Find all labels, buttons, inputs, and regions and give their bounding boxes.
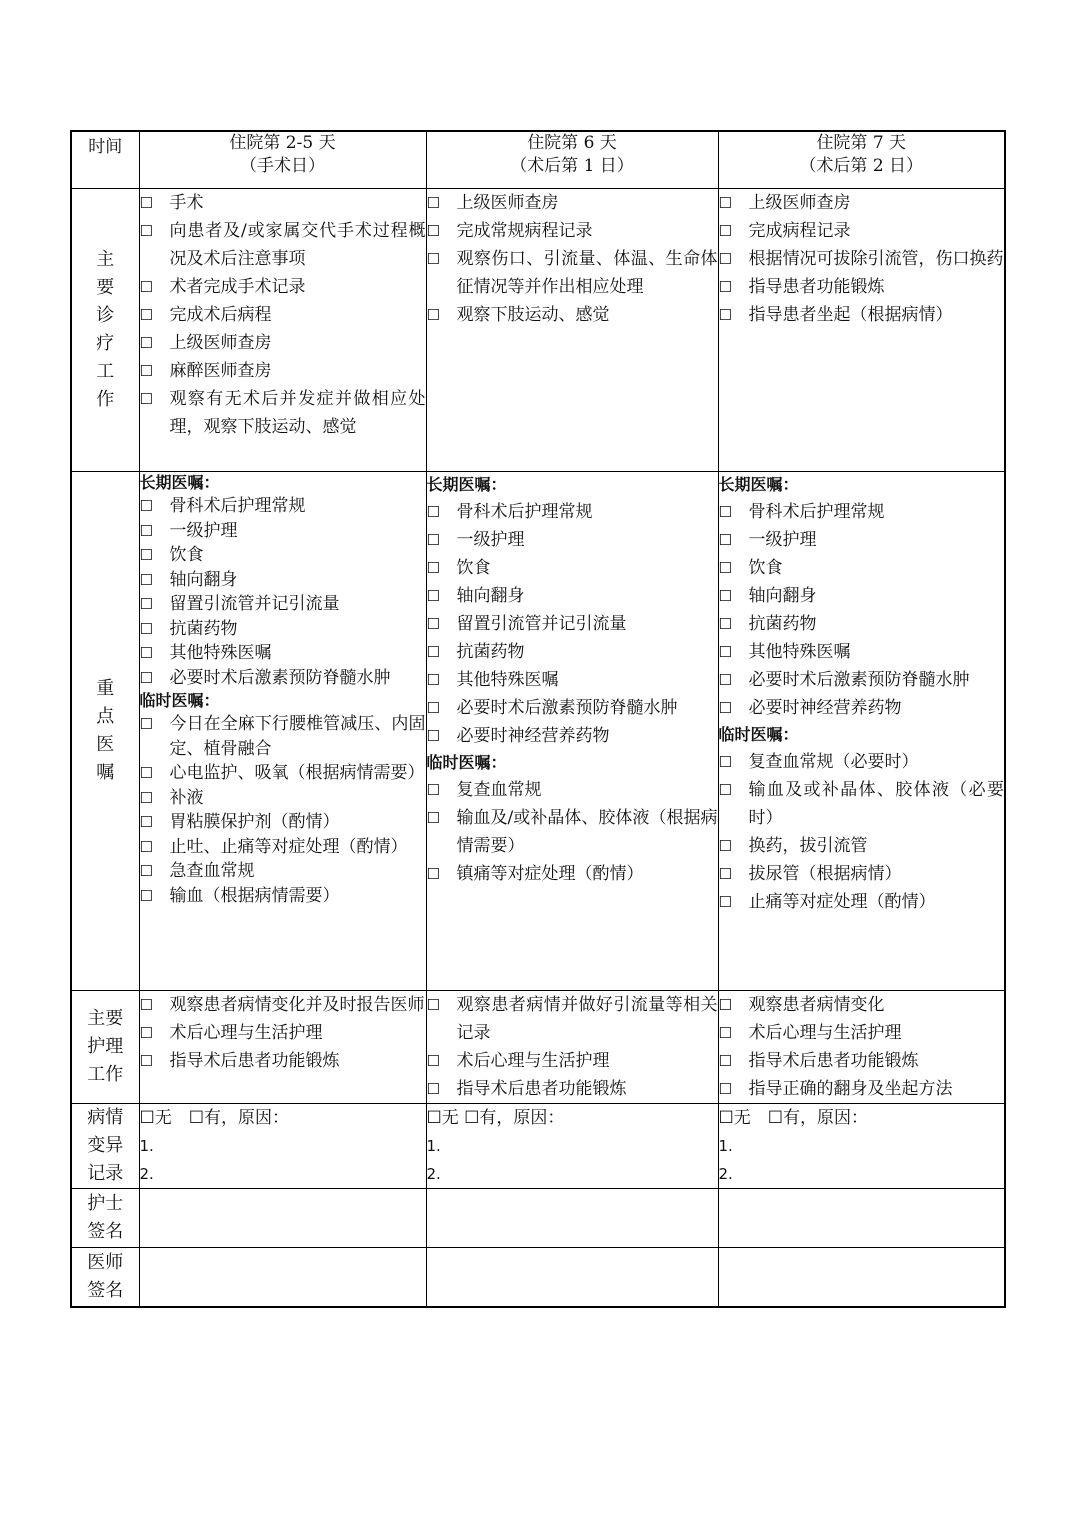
variance-reason-2: 2. — [426, 1165, 441, 1183]
checklist-item-text: 指导患者坐起（根据病情） — [748, 305, 953, 325]
checkbox-icon[interactable]: ☐ — [718, 643, 732, 661]
checklist-item[interactable] — [719, 273, 1005, 301]
checklist-item-text: 完成术后病程 — [169, 305, 272, 325]
row-label-text: 签名 — [87, 1221, 124, 1242]
checklist-item-text: 抗菌药物 — [456, 642, 525, 662]
day-header-subtitle: （术后第 1 日） — [510, 156, 634, 176]
checkbox-icon[interactable]: ☐ — [139, 497, 153, 515]
checklist-item-text: 留置引流管并记引流量 — [169, 594, 340, 614]
checklist-item[interactable] — [140, 991, 426, 1019]
row-label-orders — [71, 472, 139, 991]
checklist-item-text: 抗菌药物 — [748, 614, 817, 634]
checklist-item[interactable] — [140, 641, 426, 666]
row-label-text: 工 — [96, 361, 115, 382]
row-label-text: 护士 — [87, 1193, 124, 1214]
checkbox-icon[interactable]: ☐ — [718, 194, 732, 212]
header-row — [71, 131, 1005, 189]
checkbox-icon[interactable]: ☐ — [718, 306, 732, 324]
checkbox-icon[interactable]: ☐ — [718, 753, 732, 771]
checklist-item-text: 必要时术后激素预防脊髓水肿 — [456, 698, 678, 718]
checkbox-icon[interactable]: ☐ — [139, 837, 153, 856]
variance-reason-2: 2. — [139, 1165, 154, 1183]
checklist-item[interactable] — [140, 494, 426, 519]
row-label-text: 病情 — [87, 1107, 124, 1128]
variance-checkboxes[interactable]: ☐无 ☐有，原因： — [426, 1108, 565, 1128]
checkbox-icon[interactable]: ☐ — [426, 996, 440, 1014]
long-term-orders-heading: 长期医嘱： — [426, 475, 507, 494]
orders-cell — [718, 472, 1005, 991]
long-term-orders-heading: 长期医嘱： — [718, 475, 799, 494]
checklist-item-text: 止吐、止痛等对症处理（酌情） — [169, 836, 408, 857]
checkbox-icon[interactable]: ☐ — [139, 1024, 153, 1042]
checklist-item-text: 输血（根据病情需要） — [169, 885, 340, 906]
variance-reason-2: 2. — [718, 1165, 733, 1183]
nurse-signature-field[interactable] — [718, 1189, 1005, 1248]
checklist-item[interactable] — [719, 610, 1005, 638]
checklist-item[interactable] — [140, 592, 426, 617]
checklist-item[interactable] — [719, 1047, 1005, 1075]
checklist-item[interactable] — [140, 385, 426, 441]
day-header-title: 住院第 2-5 天 — [229, 133, 336, 153]
checklist-item-text: 轴向翻身 — [169, 569, 238, 590]
checklist-item[interactable] — [140, 568, 426, 593]
checkbox-icon[interactable]: ☐ — [139, 1052, 153, 1070]
checklist-item-text: 指导患者功能锻炼 — [748, 277, 885, 297]
checklist-item-text: 饮食 — [169, 545, 204, 565]
variance-cell[interactable] — [718, 1104, 1005, 1189]
checkbox-icon[interactable]: ☐ — [139, 764, 153, 782]
checklist-item-text: 胃粘膜保护剂（酌情） — [169, 812, 340, 832]
checklist-item-text: 必要时术后激素预防脊髓水肿 — [748, 670, 970, 690]
checkbox-icon[interactable]: ☐ — [139, 546, 153, 564]
long-term-orders-heading: 长期医嘱： — [139, 473, 220, 492]
checkbox-icon[interactable]: ☐ — [718, 250, 732, 268]
checklist-item-text: 骨科术后护理常规 — [456, 502, 593, 522]
checklist-item[interactable] — [427, 1047, 718, 1075]
checklist-item-text: 指导术后患者功能锻炼 — [456, 1079, 627, 1099]
checklist-item[interactable] — [719, 860, 1005, 888]
day-header-2 — [426, 131, 718, 189]
checklist-item-text: 完成病程记录 — [748, 221, 851, 241]
checklist-item-text: 其他特殊医嘱 — [748, 642, 851, 662]
doctor-signature-row — [71, 1248, 1005, 1308]
row-label-text: 主 — [96, 249, 115, 270]
variance-checkboxes[interactable]: ☐无 ☐有，原因： — [718, 1108, 868, 1128]
temporary-orders-heading: 临时医嘱： — [426, 753, 507, 772]
checklist-item[interactable] — [719, 776, 1005, 832]
checkbox-icon[interactable]: ☐ — [718, 222, 732, 240]
main-work-cell — [139, 189, 426, 472]
checklist-item-text: 术后心理与生活护理 — [748, 1023, 902, 1043]
nurse-signature-field[interactable] — [139, 1189, 426, 1248]
checkbox-icon[interactable]: ☐ — [426, 306, 440, 324]
row-label-doctor-signature — [71, 1248, 139, 1308]
checklist-item[interactable] — [719, 498, 1005, 526]
row-label-text: 诊 — [96, 305, 115, 326]
checkbox-icon[interactable]: ☐ — [426, 559, 440, 577]
orders-row — [71, 472, 1005, 991]
checklist-item[interactable] — [427, 722, 718, 750]
checklist-item-text: 上级医师查房 — [169, 333, 272, 353]
day-header-3 — [718, 131, 1005, 189]
day-header-subtitle: （手术日） — [240, 156, 325, 176]
checkbox-icon[interactable]: ☐ — [426, 250, 440, 268]
checkbox-icon[interactable]: ☐ — [426, 1080, 440, 1098]
day-header-title: 住院第 7 天 — [816, 133, 907, 153]
checklist-item[interactable] — [719, 694, 1005, 722]
checklist-item[interactable] — [140, 617, 426, 642]
checkbox-icon[interactable]: ☐ — [139, 813, 153, 831]
checkbox-icon[interactable]: ☐ — [139, 390, 153, 408]
checklist-item-text: 心电监护、吸氧（根据病情需要） — [169, 763, 425, 783]
checklist-item[interactable] — [427, 991, 718, 1047]
variance-reason-1: 1. — [139, 1137, 154, 1155]
checklist-item[interactable] — [427, 638, 718, 666]
checkbox-icon[interactable]: ☐ — [426, 503, 440, 521]
checklist-item[interactable] — [427, 498, 718, 526]
checkbox-icon[interactable]: ☐ — [718, 587, 732, 605]
checkbox-icon[interactable]: ☐ — [718, 893, 732, 911]
checklist-item-text: 镇痛等对症处理（酌情） — [456, 864, 644, 884]
checkbox-icon[interactable]: ☐ — [718, 278, 732, 296]
checklist-item[interactable] — [140, 273, 426, 301]
checklist-item[interactable] — [719, 1019, 1005, 1047]
nurse-signature-row — [71, 1189, 1005, 1248]
main-work-cell — [718, 189, 1005, 472]
row-label-text: 护理 — [87, 1036, 124, 1057]
checkbox-icon[interactable]: ☐ — [426, 194, 440, 212]
checklist-item[interactable] — [140, 1019, 426, 1047]
checklist-item[interactable] — [427, 582, 718, 610]
row-label-text: 主要 — [87, 1008, 124, 1029]
checkbox-icon[interactable]: ☐ — [426, 1052, 440, 1070]
checkbox-icon[interactable]: ☐ — [139, 862, 153, 880]
checklist-item[interactable] — [140, 786, 426, 811]
row-label-text: 要 — [96, 277, 115, 298]
checklist-item-text: 复查血常规（必要时） — [748, 752, 919, 772]
checklist-item[interactable] — [719, 217, 1005, 245]
temporary-orders-heading: 临时医嘱： — [139, 691, 220, 710]
clinical-pathway-table — [70, 130, 1006, 1308]
orders-cell — [426, 472, 718, 991]
nursing-row — [71, 991, 1005, 1104]
checkbox-icon[interactable]: ☐ — [426, 699, 440, 717]
checklist-item[interactable] — [140, 357, 426, 385]
checkbox-icon[interactable]: ☐ — [426, 531, 440, 549]
row-label-text: 嘱 — [96, 762, 115, 783]
checklist-item[interactable] — [140, 835, 426, 860]
checklist-item-text: 必要时神经营养药物 — [748, 698, 902, 718]
checklist-item[interactable] — [427, 554, 718, 582]
checkbox-icon[interactable]: ☐ — [139, 334, 153, 352]
checklist-item[interactable] — [427, 666, 718, 694]
checklist-item[interactable] — [719, 1075, 1005, 1103]
checklist-item-text: 必要时术后激素预防脊髓水肿 — [169, 667, 391, 688]
checkbox-icon[interactable]: ☐ — [718, 699, 732, 717]
checkbox-icon[interactable]: ☐ — [718, 531, 732, 549]
checklist-item-text: 急查血常规 — [169, 861, 255, 881]
checklist-item-text: 根据情况可拔除引流管，伤口换药 — [748, 249, 1004, 269]
checklist-item[interactable] — [719, 526, 1005, 554]
clinical-pathway-sheet — [70, 130, 1004, 1308]
doctor-signature-field[interactable] — [718, 1248, 1005, 1308]
row-label-text: 变异 — [87, 1135, 124, 1156]
row-label-text: 疗 — [96, 333, 115, 354]
checkbox-icon[interactable]: ☐ — [139, 996, 153, 1014]
checkbox-icon[interactable]: ☐ — [139, 886, 153, 905]
checklist-item-text: 今日在全麻下行腰椎管减压、内固定、植骨融合 — [169, 714, 426, 759]
checklist-item-text: 观察患者病情变化并及时报告医师 — [169, 995, 425, 1015]
row-label-text: 重 — [96, 678, 115, 699]
checklist-item-text: 换药，拔引流管 — [748, 836, 868, 856]
doctor-signature-field[interactable] — [139, 1248, 426, 1308]
checklist-item[interactable] — [427, 301, 718, 329]
day-header-title: 住院第 6 天 — [527, 133, 617, 153]
row-label-text: 点 — [96, 706, 115, 727]
checkbox-icon[interactable]: ☐ — [426, 643, 440, 661]
checklist-item[interactable] — [140, 1047, 426, 1075]
checkbox-icon[interactable]: ☐ — [139, 222, 153, 240]
checklist-item-text: 观察患者病情变化 — [748, 995, 885, 1015]
checklist-item[interactable] — [719, 245, 1005, 273]
checklist-item-text: 完成常规病程记录 — [456, 221, 593, 241]
checklist-item[interactable] — [427, 1075, 718, 1103]
checklist-item-text: 指导正确的翻身及坐起方法 — [748, 1079, 953, 1099]
checklist-item[interactable] — [427, 610, 718, 638]
variance-reason-1: 1. — [426, 1137, 441, 1155]
checklist-item[interactable] — [140, 761, 426, 786]
checkbox-icon[interactable]: ☐ — [139, 570, 153, 589]
checklist-item-text: 观察下肢运动、感觉 — [456, 305, 610, 325]
checkbox-icon[interactable]: ☐ — [718, 559, 732, 577]
checklist-item-text: 术者完成手术记录 — [169, 277, 306, 297]
checklist-item-text: 观察伤口、引流量、体温、生命体征情况等并作出相应处理 — [456, 249, 718, 297]
row-label-text: 签名 — [87, 1280, 124, 1301]
checklist-item-text: 输血及或补晶体、胶体液（必要时） — [748, 780, 1004, 828]
checklist-item[interactable] — [719, 832, 1005, 860]
checklist-item-text: 复查血常规 — [456, 780, 542, 800]
variance-checkboxes[interactable]: ☐无 ☐有，原因： — [139, 1108, 289, 1128]
checklist-item-text: 向患者及/或家属交代手术过程概况及术后注意事项 — [169, 221, 426, 269]
checkbox-icon[interactable]: ☐ — [139, 306, 153, 324]
checklist-item[interactable] — [719, 554, 1005, 582]
checklist-item[interactable] — [427, 217, 718, 245]
day-header-1 — [139, 131, 426, 189]
checklist-item-text: 骨科术后护理常规 — [169, 496, 306, 516]
checkbox-icon[interactable]: ☐ — [718, 865, 732, 883]
checklist-item-text: 骨科术后护理常规 — [748, 502, 885, 522]
main-work-row — [71, 189, 1005, 472]
row-label-text: 医师 — [87, 1252, 124, 1273]
checklist-item-text: 其他特殊医嘱 — [169, 643, 272, 663]
checkbox-icon[interactable]: ☐ — [139, 619, 153, 638]
checkbox-icon[interactable]: ☐ — [426, 615, 440, 633]
checklist-item[interactable] — [427, 694, 718, 722]
checkbox-icon[interactable]: ☐ — [139, 362, 153, 380]
variance-row — [71, 1104, 1005, 1189]
orders-cell — [139, 472, 426, 991]
checkbox-icon[interactable]: ☐ — [139, 521, 153, 540]
row-label-text: 记录 — [87, 1163, 124, 1184]
variance-cell[interactable] — [426, 1104, 718, 1189]
checkbox-icon[interactable]: ☐ — [718, 1024, 732, 1042]
checkbox-icon[interactable]: ☐ — [718, 1080, 732, 1098]
checklist-item-text: 其他特殊医嘱 — [456, 670, 559, 690]
checkbox-icon[interactable]: ☐ — [426, 781, 440, 799]
checklist-item[interactable] — [719, 189, 1005, 217]
checklist-item-text: 麻醉医师查房 — [169, 361, 272, 381]
checkbox-icon[interactable]: ☐ — [426, 809, 440, 827]
checklist-item-text: 饮食 — [748, 558, 783, 578]
day-header-subtitle: （术后第 2 日） — [799, 156, 924, 176]
checklist-item-text: 指导术后患者功能锻炼 — [748, 1051, 919, 1071]
row-label-variance — [71, 1104, 139, 1189]
checkbox-icon[interactable]: ☐ — [139, 668, 153, 687]
checklist-item[interactable] — [427, 189, 718, 217]
checklist-item[interactable] — [140, 189, 426, 217]
row-label-main-work — [71, 189, 139, 472]
checklist-item-text: 术后心理与生活护理 — [456, 1051, 610, 1071]
checkbox-icon[interactable]: ☐ — [718, 996, 732, 1014]
checklist-item[interactable] — [140, 810, 426, 835]
checklist-item-text: 止痛等对症处理（酌情） — [748, 892, 936, 912]
checklist-item[interactable] — [719, 991, 1005, 1019]
main-work-cell — [426, 189, 718, 472]
checklist-item-text: 轴向翻身 — [748, 586, 817, 606]
nursing-cell — [139, 991, 426, 1104]
row-label-text: 作 — [96, 389, 115, 410]
variance-reason-1: 1. — [718, 1137, 733, 1155]
nursing-cell — [426, 991, 718, 1104]
checkbox-icon[interactable]: ☐ — [139, 595, 153, 613]
checklist-item[interactable] — [719, 748, 1005, 776]
checklist-item[interactable] — [427, 526, 718, 554]
checklist-item[interactable] — [140, 884, 426, 909]
checklist-item[interactable] — [140, 543, 426, 568]
checklist-item[interactable] — [140, 217, 426, 273]
checklist-item[interactable] — [427, 804, 718, 860]
temporary-orders-heading: 临时医嘱： — [718, 725, 799, 744]
checklist-item[interactable] — [427, 776, 718, 804]
checklist-item[interactable] — [719, 301, 1005, 329]
checklist-item[interactable] — [140, 712, 426, 761]
checklist-item-text: 必要时神经营养药物 — [456, 726, 610, 746]
checkbox-icon[interactable]: ☐ — [426, 865, 440, 883]
checklist-item-text: 指导术后患者功能锻炼 — [169, 1051, 340, 1071]
checklist-item[interactable] — [140, 859, 426, 884]
checklist-item-text: 上级医师查房 — [748, 193, 851, 213]
checkbox-icon[interactable]: ☐ — [139, 194, 153, 212]
checklist-item-text: 一级护理 — [748, 530, 817, 550]
checklist-item[interactable] — [427, 860, 718, 888]
checklist-item[interactable] — [140, 329, 426, 357]
variance-cell[interactable] — [139, 1104, 426, 1189]
checklist-item-text: 上级医师查房 — [456, 193, 559, 213]
checkbox-icon[interactable]: ☐ — [718, 671, 732, 689]
row-label-nurse-signature — [71, 1189, 139, 1248]
checklist-item-text: 补液 — [169, 787, 204, 808]
checklist-item-text: 留置引流管并记引流量 — [456, 614, 627, 634]
row-label-text: 医 — [96, 734, 115, 755]
checkbox-icon[interactable]: ☐ — [426, 587, 440, 605]
row-label-nursing — [71, 991, 139, 1104]
checkbox-icon[interactable]: ☐ — [718, 837, 732, 855]
checkbox-icon[interactable]: ☐ — [718, 615, 732, 633]
checkbox-icon[interactable]: ☐ — [426, 671, 440, 689]
checklist-item-text: 饮食 — [456, 558, 491, 578]
checklist-item-text: 术后心理与生活护理 — [169, 1023, 323, 1043]
checkbox-icon[interactable]: ☐ — [139, 788, 153, 807]
checklist-item-text: 一级护理 — [169, 520, 238, 541]
checklist-item-text: 拔尿管（根据病情） — [748, 864, 902, 884]
checklist-item-text: 手术 — [169, 193, 204, 213]
checkbox-icon[interactable]: ☐ — [718, 1052, 732, 1070]
checklist-item[interactable] — [140, 301, 426, 329]
checkbox-icon[interactable]: ☐ — [426, 727, 440, 745]
checklist-item-text: 输血及/或补晶体、胶体液（根据病情需要） — [456, 808, 718, 856]
doctor-signature-field[interactable] — [426, 1248, 718, 1308]
checklist-item[interactable] — [719, 666, 1005, 694]
checkbox-icon[interactable]: ☐ — [426, 222, 440, 240]
nursing-cell — [718, 991, 1005, 1104]
checklist-item[interactable] — [140, 519, 426, 544]
checkbox-icon[interactable]: ☐ — [139, 715, 153, 733]
checkbox-icon[interactable]: ☐ — [139, 278, 153, 296]
checklist-item[interactable] — [719, 582, 1005, 610]
checkbox-icon[interactable]: ☐ — [718, 503, 732, 521]
checkbox-icon[interactable]: ☐ — [139, 644, 153, 662]
checklist-item-text: 一级护理 — [456, 530, 525, 550]
nurse-signature-field[interactable] — [426, 1189, 718, 1248]
checklist-item[interactable] — [427, 245, 718, 301]
checklist-item-text: 观察患者病情并做好引流量等相关记录 — [456, 995, 718, 1043]
checklist-item[interactable] — [140, 666, 426, 691]
checklist-item-text: 观察有无术后并发症并做相应处理，观察下肢运动、感觉 — [169, 389, 426, 437]
checkbox-icon[interactable]: ☐ — [718, 781, 732, 799]
checklist-item-text: 抗菌药物 — [169, 618, 238, 639]
time-header: 时间 — [71, 131, 139, 189]
row-label-text: 工作 — [87, 1064, 124, 1085]
checklist-item[interactable] — [719, 888, 1005, 916]
checklist-item-text: 轴向翻身 — [456, 586, 525, 606]
checklist-item[interactable] — [719, 638, 1005, 666]
